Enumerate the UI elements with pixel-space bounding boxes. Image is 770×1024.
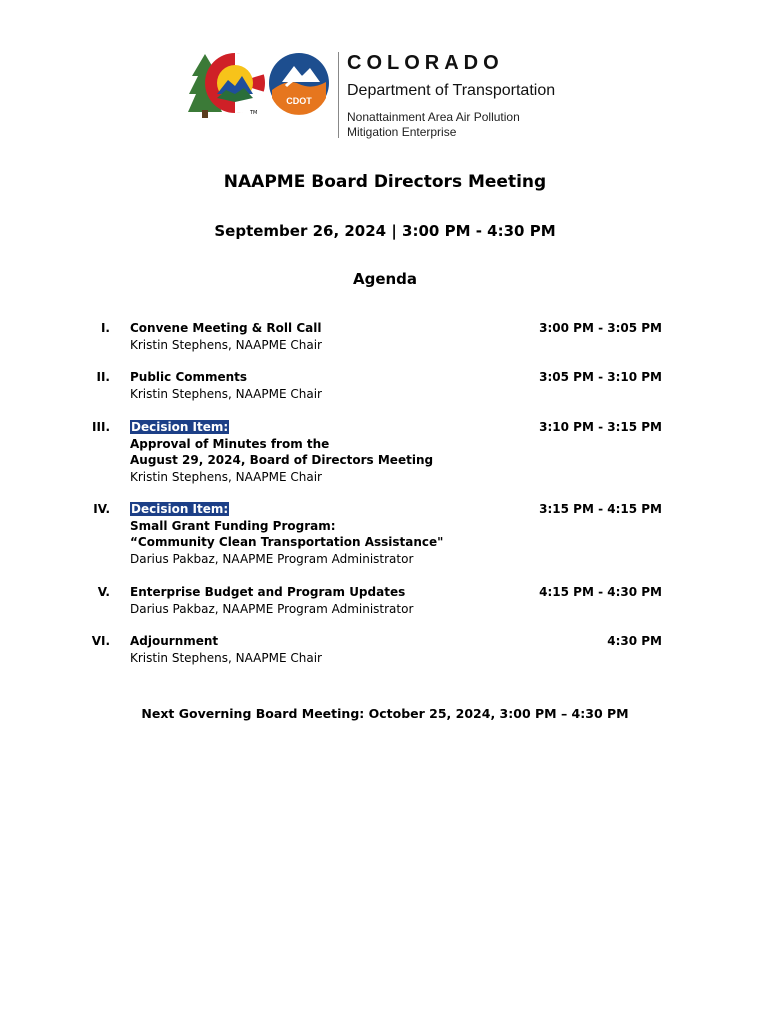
header-divider (338, 52, 339, 138)
item-number: II. (96, 370, 110, 384)
item-presenter: Kristin Stephens, NAAPME Chair (130, 469, 322, 484)
item-title: Convene Meeting & Roll Call (130, 321, 322, 335)
item-number: VI. (91, 634, 110, 648)
decision-item-tag: Decision Item: (131, 420, 229, 434)
item-time: 3:15 PM - 4:15 PM (539, 502, 662, 516)
state-name: COLORADO (347, 52, 504, 74)
cdot-logo-icon (268, 52, 330, 116)
item-presenter: Kristin Stephens, NAAPME Chair (130, 386, 322, 401)
agenda-heading: Agenda (352, 270, 418, 288)
enterprise-name: Nonattainment Area Air Pollution Mitigation Enterprise (347, 110, 520, 139)
decision-item-tag: Decision Item: (131, 502, 229, 516)
item-presenter: Darius Pakbaz, NAAPME Program Administrator (130, 601, 414, 616)
department-name: Department of Transportation (347, 82, 556, 99)
item-number: III. (92, 420, 110, 434)
item-title-line: August 29, 2024, Board of Directors Meeting (130, 453, 434, 467)
letterhead (188, 50, 588, 142)
item-time: 3:05 PM - 3:10 PM (539, 370, 662, 384)
item-title: Adjournment (130, 634, 219, 648)
item-title-line: “Community Clean Transportation Assistance" (130, 535, 444, 549)
colorado-flag-icon (204, 52, 266, 114)
item-time: 3:10 PM - 3:15 PM (539, 420, 662, 434)
item-time: 3:00 PM - 3:05 PM (539, 321, 662, 335)
item-title-line: Approval of Minutes from the (130, 436, 330, 451)
item-number: I. (100, 321, 110, 335)
meeting-date: September 26, 2024 | 3:00 PM - 4:30 PM (214, 222, 556, 240)
item-presenter: Kristin Stephens, NAAPME Chair (130, 337, 322, 352)
next-meeting-note: Next Governing Board Meeting: October 25, 2024, 3:00 PM – 4:30 PM (141, 706, 629, 721)
cdot-badge-label: CDOT (286, 96, 312, 106)
item-time: 4:30 PM (607, 634, 662, 648)
item-number: V. (97, 585, 110, 599)
trademark-symbol: TM (250, 110, 258, 116)
item-presenter: Kristin Stephens, NAAPME Chair (130, 650, 322, 665)
item-title-line: Small Grant Funding Program: (130, 518, 336, 533)
item-title: Public Comments (130, 370, 248, 384)
item-time: 4:15 PM - 4:30 PM (539, 585, 662, 599)
item-title: Enterprise Budget and Program Updates (130, 585, 406, 599)
page-title: NAAPME Board Directors Meeting (223, 172, 547, 192)
item-presenter: Darius Pakbaz, NAAPME Program Administrator (130, 551, 414, 566)
item-number: IV. (93, 502, 110, 516)
